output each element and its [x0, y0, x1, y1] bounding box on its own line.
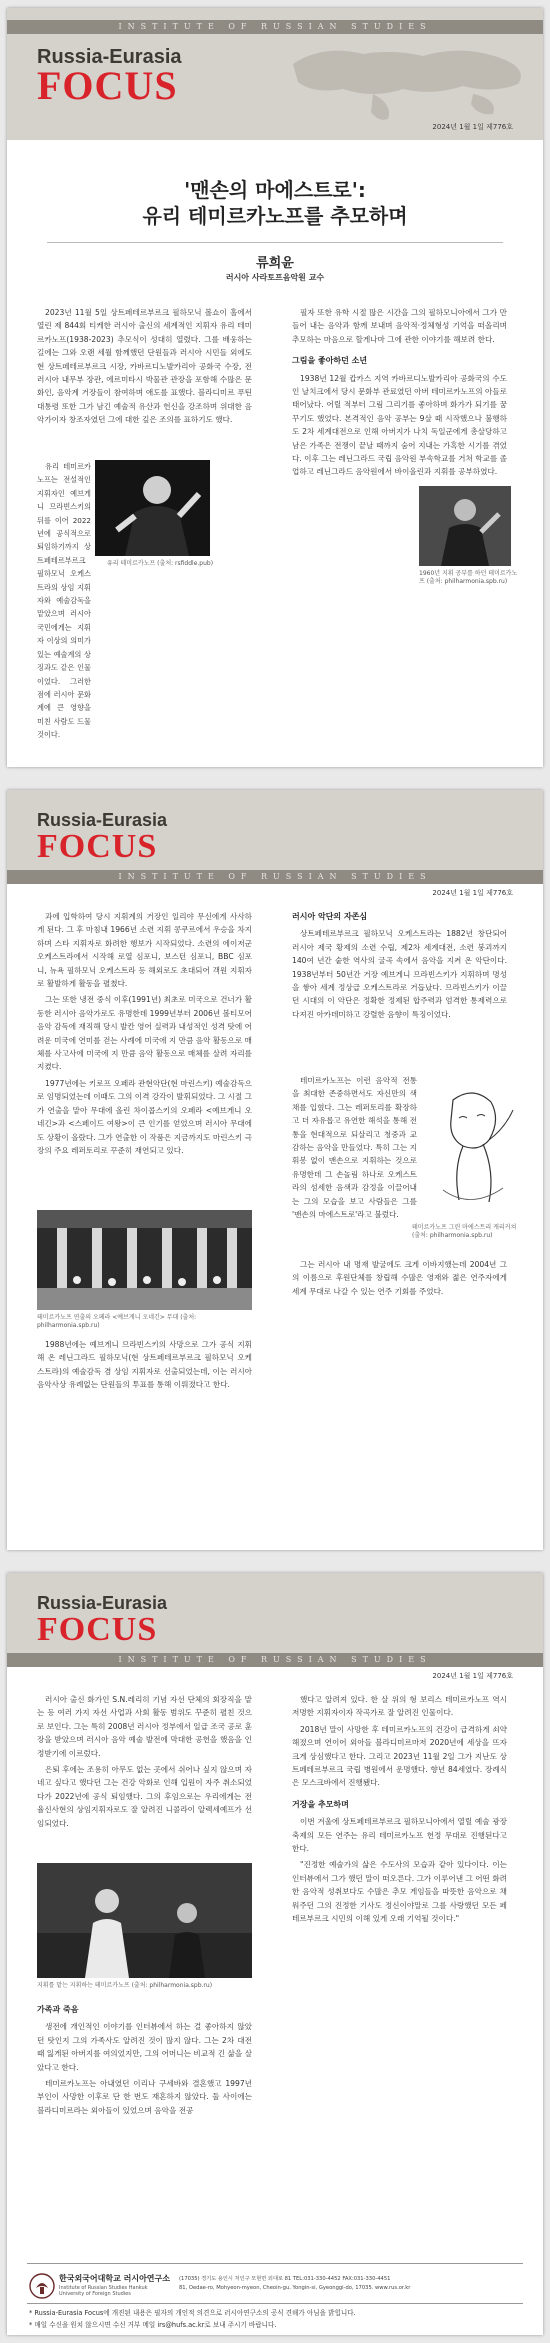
- author-name: 류희윤: [256, 256, 294, 271]
- article-title-line2: 유리 테미르카노프를 추모하며: [142, 204, 408, 228]
- photo-conductor: [95, 460, 210, 556]
- paragraph: 그는 러시아 내 명재 발굴에도 크게 이바지했는데 2004년 그의 이름으로 후원단체를 창립해 수많은 영재와 젊은 연주자에게 세계 무대로 나갈 수 있는 연주 기회를 주었다.: [292, 1260, 507, 1296]
- p2-right-column: [292, 910, 507, 1024]
- p2-right-column-wrap: [292, 1074, 417, 1224]
- paragraph: 과에 입학하여 당시 지휘계의 거장인 일리야 무신에게 사사하게 된다. 그 후 마침내 1966년 소련 지휘 콩쿠르에서 우승을 차지하며 스타 지휘자로 화려한 행보가 시작되었다. 소련의 에이저군 오케스트라에서 시작해 로열 심포니, 보스턴 심포니, BBC 심포니, 뉴욕 필하모닉 오케스트라 등 해외로도 초대되어 객원 지휘자로 활발하게 활동을 펼쳤다.: [37, 912, 252, 989]
- world-map-graphic: [283, 34, 533, 124]
- title-divider: [47, 242, 503, 243]
- brand-logo: FOCUS: [37, 1611, 158, 1648]
- footer-divider: [27, 2263, 523, 2264]
- paragraph: 그는 또한 냉전 중식 이후(1991년) 최초로 미국으로 건너가 활동한 러시아 음악가로도 유명한데 1999년부터 2006년 볼티모어 음악 감독에 재직해 당시 발칸 영어 실력과 내성적인 성격 탓에 어려운 미국에 연미를 걷는 사례에 미국에 지 만큼 음악 활동으로 매체를 사고사에 미국에 지 만큼 음악 활동으로 매체를 살려 자리를 지켰다.: [37, 995, 252, 1072]
- section-heading: 러시아 악단의 자존심: [292, 912, 368, 921]
- brand-logo: FOCUS: [37, 63, 178, 108]
- masthead-stripe: INSTITUTE OF RUSSIAN STUDIES: [7, 870, 543, 884]
- p2-left-column-bottom: [37, 1338, 252, 1395]
- paragraph: 1988년에는 예브게니 므라빈스키의 사망으로 그가 공식 지휘해 온 레닌그라드 필하모닉(현 상트페테르부르크 필하모닉 오케스트라)의 예술감독 겸 상임 지휘자로 선출되었는데, 이는 러시아 음악사상 유례없는 단원들의 투표를 통해 이뤄졌다고 한다.: [37, 1340, 252, 1390]
- photo-young-conductor: [419, 486, 511, 566]
- brand-top: Russia-Eurasia: [37, 46, 182, 68]
- paragraph: 상트페테르부르크 필하모닉 오케스트라는 1882년 창단되어 러시아 제국 황제의 소련 수립, 제2차 세계대전, 소련 붕괴까지 140여 년간 숱한 역사의 굴곡 속에서 음악을 지켜 온 악단이다. 1938년부터 50년간 거장 예브게니 므라빈스키가 지휘하며 명성을 쌓아 세계 정상급 오케스트라로 거듭났다. 므라빈스키가 이끌던 시대의 이 악단은 정확한 정제된 합주력과 엄격한 통제력으로 다져진 아카데미하고 강렬한 음향이 특징이었다.: [292, 929, 507, 1019]
- footer-address-line2: 81, Oedae-ro, Mohyeon-myeon, Cheoin-gu, Yongin-si, Gyeonggi-do, 17035. www.rus.or.kr: [179, 2285, 411, 2291]
- footer-divider-2: [27, 2303, 523, 2304]
- article-title-line1: '맨손의 마에스트로':: [184, 178, 366, 202]
- footer-address: [179, 2275, 519, 2293]
- section-heading: 가족과 죽음: [37, 2005, 79, 2014]
- paragraph: 이번 겨울에 상트페테르부르크 필하모니아에서 열릴 예술 광장축제의 모든 연주는 유리 테미르카노프 헌정 무대로 진행된다고 한다.: [292, 1817, 507, 1854]
- masthead-stripe: INSTITUTE OF RUSSIAN STUDIES: [7, 20, 543, 34]
- paragraph: 2023년 11월 5일 상트페테르부르크 필하모닉 볼쇼이 홀에서 열린 제 844회 티케한 러시아 출신의 세계적인 지휘자 유리 테미르카노프(1938-2023) 추모식이 성대히 열렸다. 그를 배웅하는 길에는 그와 오랜 세월 함께했던 단원들과 러시아 시민들 외에도 현 상트페테르부르크 시장, 카바르디노발카리아 공화국 수장, 전 러시아 내무부 장관, 에르미타시 박물관 관장을 포함해 수많은 문화인, 음악계 거장들이 참여하며 애도를 표했다. 블라디미르 푸틴 대통령 또한 그가 남긴 예술적 유산과 헌신을 강조하며 위대한 음악가이자 창조자였던 그에 대한 깊은 조의를 표하기도 했다.: [37, 308, 252, 425]
- masthead: [7, 8, 543, 140]
- paragraph: 생전에 개인적인 이야기를 인터뷰에서 하는 걸 좋아하지 않았던 탓인지 그의 가족사도 알려진 것이 많지 않다. 그는 2차 대전 때 잃게된 아버지를 여의었지만, 그의 어머니는 비교적 긴 삶을 살았다고 한다.: [37, 2022, 252, 2072]
- photo-young-conductor-caption: 1960년 지휘 공부를 하던 테미르카노프 (출처: philharmonia.spb.ru): [419, 570, 518, 585]
- issue-dateline: 2024년 1월 1일 제776호: [432, 1672, 513, 1680]
- photo-conductor-caption: 유리 테미르카노프 (출처: rsfiddle.pub): [107, 560, 214, 567]
- p3-left-column-bottom: [37, 2003, 252, 2120]
- paragraph: 1938년 12월 캅카스 지역 카바르디노발카리아 공화국의 수도인 날치크에서 당시 문화부 관료였던 아버 테미르카노프의 아들로 태어났다. 어릴 적부터 그림 그리기를 좋아하며 화가가 되기를 꿈꾸기도 했었다. 본격적인 음악 공부는 9살 때 시작했으나 불행하도 2차 세계대전으로 인해 아버지가 나치 독일군에게 총살당하고 남은 가족은 전쟁이 끝날 때까지 숨어 지내는 가혹한 시기를 겪었다. 이후 그는 레닌그라드 국립 음악원 부속학교를 거쳐 학교를 졸업하고 레닌그라드 음악원에서 바이올린과 지휘를 공부하였다.: [292, 373, 507, 477]
- issue-dateline: 2024년 1월 1일 제776호: [432, 123, 513, 131]
- photo-rehearsal: [37, 1863, 252, 1978]
- page-3: [7, 1573, 543, 2335]
- paragraph: 했다고 알려져 있다. 한 살 위의 형 보리스 테미르카노프 역시 저명한 지휘자이자 작곡가로 잘 알려진 인물이다.: [292, 1695, 507, 1718]
- p3-right-column: [292, 1693, 507, 1929]
- p2-left-column: [37, 910, 252, 1160]
- footer-address-line1: (17035) 경기도 용인시 처인구 모현면 외대로 81 TEL:031-330-4452 FAX:031-330-4451: [179, 2276, 391, 2282]
- brand-top: Russia-Eurasia: [37, 1593, 168, 1613]
- photo-opera-stage: [37, 1210, 252, 1310]
- sketch-caption: 테미르카노프 그린 마에스트리 캐리커쳐 (출처: philharmonia.spb.ru): [412, 1224, 517, 1239]
- footer-org-english: Institute of Russian Studies Hankuk University of Foreign Studies: [59, 2285, 148, 2297]
- p2-right-column-bottom: [292, 1258, 507, 1301]
- p1-left-column: [37, 306, 252, 430]
- masthead-small: [7, 1573, 543, 1681]
- issue-dateline: 2024년 1월 1일 제776호: [432, 889, 513, 897]
- paragraph: 테미르카노프는 아내였던 이리나 구세바와 결혼했고 1997년 부인이 사망한 이후로 단 한 번도 재혼하지 않았다. 둘 사이에는 블라디미르라는 외아들이 있었으며 음악을 전공: [37, 2079, 252, 2115]
- paragraph: 2018년 말이 사망한 후 테미르카노프의 건강이 급격하게 쇠약해졌으며 연이어 외아들 블라디미르마저 2020년에 세상을 뜨자 크게 상심했다고 한다. 그리고 2023년 11월 2일 그가 지난도 상트페테르부르크 국립 병원에서 운명했다. 향년 84세였다. 장례식은 모스크바에서 진행됐다.: [292, 1724, 507, 1788]
- footer-unsubscribe: * 매일 수신을 원치 않으시면 수신 거부 메일 irs@hufs.ac.kr로 보내 주시기 바랍니다.: [29, 2321, 277, 2329]
- p1-right-column: [292, 306, 507, 482]
- section-heading: 그림을 좋아하던 소년: [292, 356, 368, 366]
- masthead-small: [7, 790, 543, 898]
- footer-org-korean: 한국외국어대학교 러시아연구소: [59, 2274, 170, 2283]
- paragraph: 테미르카노프는 이런 음악적 전통을 최대한 존중하면서도 자신만의 색채를 입혔다. 그는 레퍼토리를 확장하고 더 자유롭고 유연한 해석을 통해 전통을 현대적으로 되살리고 청중과 교감하는 음악을 만들었다. 특히 그는 지휘봉 없이 맨손으로 지휘하는 것으로 유명한데 그 손놀림 하나로 오케스트라의 섬세한 음색과 감정을 이끌어내는 그의 모습을 보고 사람들은 그를 '맨손의 마에스트로'라고 불렀다.: [292, 1076, 417, 1220]
- section-heading: 거장을 추모하며: [292, 1799, 349, 1809]
- brand-logo: FOCUS: [37, 828, 158, 865]
- author-affiliation: 러시아 사라토프음악원 교수: [225, 273, 325, 282]
- masthead-stripe: INSTITUTE OF RUSSIAN STUDIES: [7, 1653, 543, 1667]
- page-1: [7, 8, 543, 767]
- p3-left-column: [37, 1693, 252, 1833]
- paragraph: 유리 테미르카노프는 전설적인 지휘자인 예브게니 므라빈스키의 뒤를 이어 2022년에 공식적으로 퇴임하기까지 상트페테르부르크 필하모닉 오케스트라의 상임 지휘자와 예술감독을 맡았으며 러시아 국민에게는 지휘자 이상의 의미가 있는 예술계의 상징과도 같은 인물이었다. 그러한 점에 러시아 문화계에 큰 영향을 미친 사람도 드물 것이다.: [37, 462, 91, 740]
- sketch-caricature: [423, 1080, 519, 1220]
- photo-rehearsal-caption: 지휘를 맡는 지휘하는 테미르카노프 (출처: philharmonia.spb.ru): [37, 1982, 213, 1989]
- institute-emblem-icon: [29, 2273, 55, 2299]
- p1-left-column-wrap: [37, 460, 91, 745]
- page-2: [7, 790, 543, 1550]
- paragraph: 은퇴 후에는 조용히 아무도 없는 곳에서 쉬어나 싶지 않으며 자네고 싶다고 했다던 그는 건강 악화로 인해 입원이 자주 취소되었다가 2022년에 공식 퇴임했다. 그의 후임으로는 우리에게는 전 율신사현의 상임지휘자로도 잘 알려진 니콜라이 알렉세예프가 선임되었다.: [37, 1765, 252, 1828]
- paragraph: 1977년에는 키로프 오페라 관현악단(현 마린스키) 예술감독으로 임명되었는데 이때도 그의 이격 강각이 발휘되었다. 그 시절 그가 연출을 맡아 무대에 올린 차이콥스키의 오페라 <예브게니 오네긴>과 <스페이드 여왕>이 큰 인기를 얻었으며 러시아 무대에도 상황이 올랐다. 그가 연출한 이 작품은 지금까지도 마린스키 극장의 주요 레퍼토리로 꾸준히 재연되고 있다.: [37, 1078, 252, 1155]
- footer-disclaimer: * Russia-Eurasia Focus에 개진된 내용은 필자의 개인적 의견으로 러시아연구소의 공식 견해가 아님을 밝힙니다.: [29, 2309, 356, 2317]
- photo-opera-caption: 테미르카노프 연출의 오페라 <예브게니 오네긴> 무대 (출처: philharmonia.spb.ru): [37, 1314, 197, 1329]
- brand-top: Russia-Eurasia: [37, 810, 168, 830]
- quote: "진정한 예술가의 삶은 수도사의 모습과 같아 있다이다. 이는 인터뷰에서 그가 했던 말이 떠오른다. 그가 이루어낸 그 어떤 화려한 음악적 성취보다도 수많은 추모 게임들을 따뜻한 음악으로 채워주던 그의 진정한 기사도 정신이야말로 그를 사랑했던 모든 페테르부르크 시민의 이해 있게 오래 기억될 것이다.": [292, 1860, 507, 1924]
- paragraph: 필자 또한 유학 시절 많은 시간을 그의 필하모니아에서 그가 만들어 내는 음악과 함께 보내며 음악적·정체형성 기억을 떠올리며 추모하는 마음으로 할게나마 그에 관한 이야기를 해보려 한다.: [292, 308, 507, 344]
- paragraph: 러시아 출신 화가인 S.N.레리히 기념 자선 단체의 회장직을 맡는 등 여러 가지 자선 사업과 사회 활동 범위도 꾸준히 펼친 것으로 보인다. 그는 특히 2008년 러시아 정부에서 일급 조국 공로 훈장을 받았으며 러시아 음악 예술 발전에 막대한 공헌을 했음을 인정받기에 이르렀다.: [37, 1695, 252, 1758]
